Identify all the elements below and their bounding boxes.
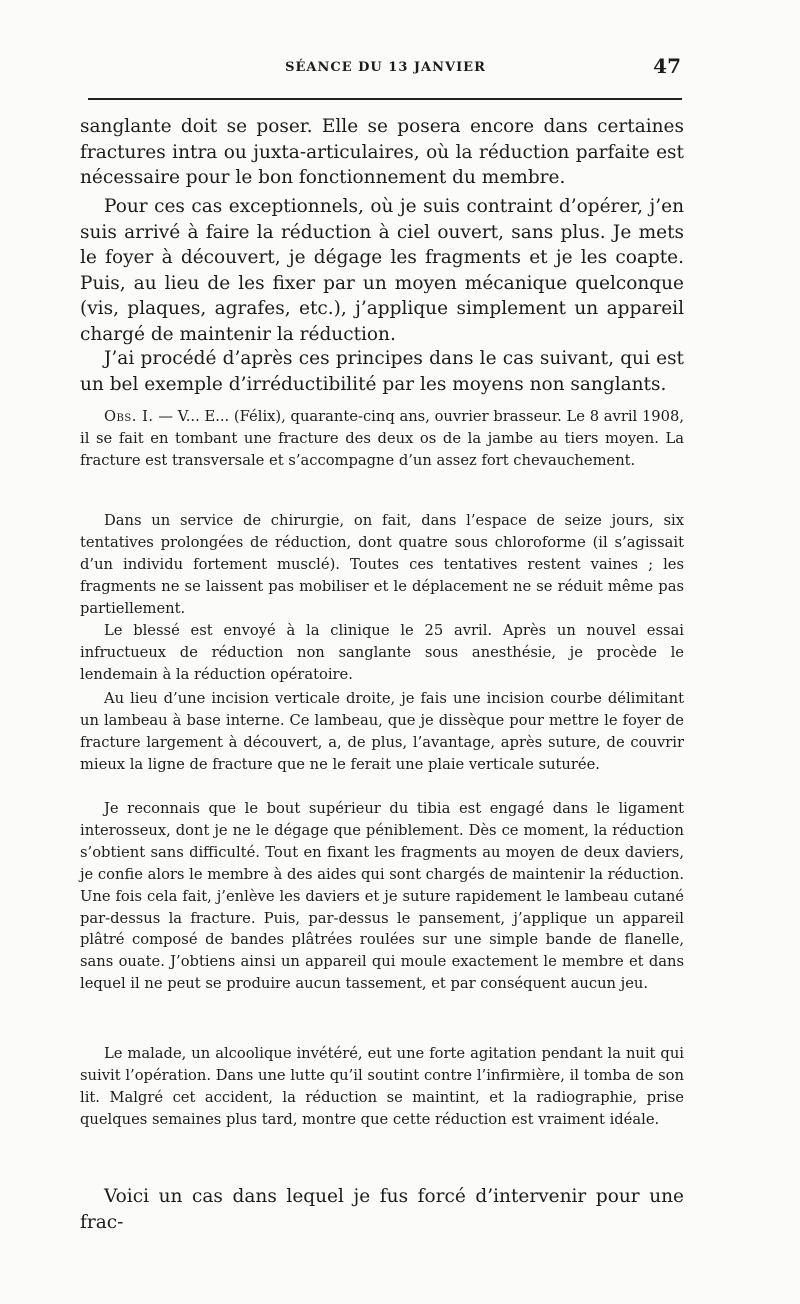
observation-label: Obs. I. <box>104 408 154 425</box>
body-paragraph-3: J’ai procédé d’après ces principes dans le cas suivant, qui est un bel exemple d’irréductibilité par les moyens non sanglants. <box>80 348 684 395</box>
observation-paragraph-3: Le blessé est envoyé à la clinique le 25 avril. Après un nouvel essai infructueux de réduction non sanglante sous anesthésie, je procède le lendemain à la réduction opératoire. <box>80 622 684 683</box>
closing-line: Voici un cas dans lequel je fus forcé d’intervenir pour une frac- <box>80 1186 684 1233</box>
observation-text-1: — V... E... (Félix), quarante-cinq ans, ouvrier brasseur. Le 8 avril 1908, il se fait en tombant une fracture des deux os de la jambe au tiers moyen. La fracture est transversale et s’accompagne d’un assez fort chevauchement. <box>80 408 684 469</box>
observation-paragraph-5: Je reconnais que le bout supérieur du tibia est engagé dans le ligament interosseux, dont je ne le dégage que péniblement. Dès ce moment, la réduction s’obtient sans difficulté. Tout en fixant les fragments au moyen de deux daviers, je confie alors le membre à des aides qui sont chargés de maintenir la réduction. Une fois cela fait, j’enlève les daviers et je suture rapidement le lambeau cutané par-dessus la fracture. Puis, par-dessus le pansement, j’applique un appareil plâtré composé de bandes plâtrées roulées sur une simple bande de flanelle, sans ouate. J’obtiens ainsi un appareil qui moule exactement le membre et dans lequel il ne peut se produire aucun tassement, et par conséquent aucun jeu. <box>80 800 684 993</box>
page-header <box>88 54 683 84</box>
body-paragraph-1: sanglante doit se poser. Elle se posera encore dans certaines fractures intra ou juxta-articulaires, où la réduction parfaite est nécessaire pour le bon fonctionnement du membre. <box>80 116 684 188</box>
observation-paragraph-2: Dans un service de chirurgie, on fait, dans l’espace de seize jours, six tentatives prolongées de réduction, dont quatre sous chloroforme (il s’agissait d’un individu fortement musclé). Toutes ces tentatives restent vaines ; les fragments ne se laissent pas mobiliser et le déplacement ne se réduit même pas partiellement. <box>80 512 684 617</box>
header-rule <box>88 98 682 100</box>
observation-paragraph-4: Au lieu d’une incision verticale droite, je fais une incision courbe délimitant un lambeau à base interne. Ce lambeau, que je dissèque pour mettre le foyer de fracture largement à découvert, a, de plus, l’avantage, après suture, de couvrir mieux la ligne de fracture que ne le ferait une plaie verticale suturée. <box>80 690 684 773</box>
observation-paragraph-1 <box>80 406 684 472</box>
page-number: 47 <box>653 54 681 78</box>
running-head: SÉANCE DU 13 JANVIER <box>285 60 486 75</box>
observation-paragraph-6: Le malade, un alcoolique invétéré, eut une forte agitation pendant la nuit qui suivit l’opération. Dans une lutte qu’il soutint contre l’infirmière, il tomba de son lit. Malgré cet accident, la réduction se maintint, et la radiographie, prise quelques semaines plus tard, montre que cette réduction est vraiment idéale. <box>80 1045 684 1128</box>
body-paragraph-2: Pour ces cas exceptionnels, où je suis contraint d’opérer, j’en suis arrivé à faire la réduction à ciel ouvert, sans plus. Je mets le foyer à découvert, je dégage les fragments et je les coapte. Puis, au lieu de les fixer par un moyen mécanique quelconque (vis, plaques, agrafes, etc.), j’applique simplement un appareil chargé de maintenir la réduction. <box>80 196 684 345</box>
